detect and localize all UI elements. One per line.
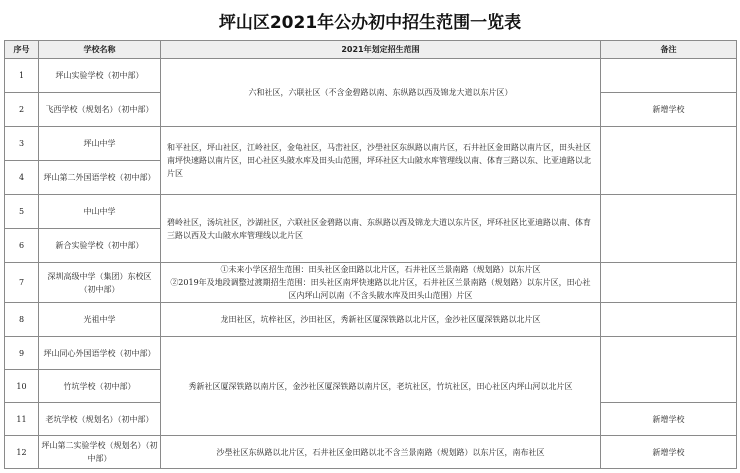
table-row (5, 337, 737, 370)
school-name: 坪山第二外国语学校（初中部） (39, 161, 161, 195)
school-name: 新合实验学校（初中部） (39, 229, 161, 263)
row-no: 3 (5, 127, 39, 161)
school-name: 中山中学 (39, 195, 161, 229)
row-no: 5 (5, 195, 39, 229)
table-row (5, 263, 737, 303)
scope-cell: 六和社区，六联社区（不含金碧路以南、东纵路以西及锦龙大道以东片区） (161, 59, 601, 127)
row-no: 1 (5, 59, 39, 93)
row-no: 4 (5, 161, 39, 195)
table-row (5, 303, 737, 337)
row-no: 2 (5, 93, 39, 127)
remark-cell: 新增学校 (601, 436, 737, 469)
scope-cell (161, 263, 601, 303)
row-no: 7 (5, 263, 39, 303)
remark-cell (601, 127, 737, 195)
table-row (5, 127, 737, 161)
school-name: 竹坑学校（初中部） (39, 370, 161, 403)
school-name: 坪山同心外国语学校（初中部） (39, 337, 161, 370)
remark-cell: 新增学校 (601, 93, 737, 127)
scope-line: ②2019年及地段调整过渡期招生范围：田头社区南坪快速路以北片区，石井社区兰景南路（规划路）以东片区，田心社区内坪山河以南（不含头陂水库及田头山范围）片区 (170, 278, 591, 300)
row-no: 12 (5, 436, 39, 469)
scope-cell: 和平社区，坪山社区，江岭社区，金龟社区，马峦社区，沙壆社区东纵路以南片区，石井社区金田路以南片区，田头社区南坪快速路以南片区，田心社区头陂水库及田头山范围，坪环社区大山陂水库管理线以南、体育三路以东、比亚迪路以北片区 (161, 127, 601, 195)
page-title: 坪山区2021年公办初中招生范围一览表 (218, 13, 522, 33)
header-scope: 2021年划定招生范围 (161, 41, 601, 59)
school-name: 飞西学校（规划名）（初中部） (39, 93, 161, 127)
header-remark: 备注 (601, 41, 737, 59)
school-name: 光祖中学 (39, 303, 161, 337)
row-no: 11 (5, 403, 39, 436)
remark-cell (601, 303, 737, 337)
table-row (5, 59, 737, 93)
remark-cell (601, 337, 737, 403)
enrollment-table (4, 40, 737, 469)
header-no: 序号 (5, 41, 39, 59)
school-name: 坪山中学 (39, 127, 161, 161)
row-no: 9 (5, 337, 39, 370)
row-no: 10 (5, 370, 39, 403)
table-row (5, 436, 737, 469)
row-no: 6 (5, 229, 39, 263)
scope-cell: 秀新社区厦深铁路以南片区，金沙社区厦深铁路以南片区，老坑社区，竹坑社区，田心社区内坪山河以北片区 (161, 337, 601, 436)
school-name: 深圳高级中学（集团）东校区（初中部） (39, 263, 161, 303)
row-no: 8 (5, 303, 39, 337)
remark-cell (601, 59, 737, 93)
remark-cell (601, 263, 737, 303)
remark-cell (601, 195, 737, 263)
school-name: 老坑学校（规划名）（初中部） (39, 403, 161, 436)
school-name: 坪山第二实验学校（规划名）（初中部） (39, 436, 161, 469)
table-row (5, 195, 737, 229)
scope-line: ①未来小学区招生范围：田头社区金田路以北片区，石井社区兰景南路（规划路）以东片区 (220, 265, 541, 274)
school-name: 坪山实验学校（初中部） (39, 59, 161, 93)
remark-cell: 新增学校 (601, 403, 737, 436)
scope-cell: 沙壆社区东纵路以北片区，石井社区金田路以北不含兰景南路（规划路）以东片区，南布社区 (161, 436, 601, 469)
scope-cell: 碧岭社区，汤坑社区，沙湖社区，六联社区金碧路以南、东纵路以西及锦龙大道以东片区，坪环社区比亚迪路以南、体育三路以西及大山陂水库管理线以北片区 (161, 195, 601, 263)
table-header-row (5, 41, 737, 59)
header-school: 学校名称 (39, 41, 161, 59)
scope-cell: 龙田社区，坑梓社区，沙田社区，秀新社区厦深铁路以北片区，金沙社区厦深铁路以北片区 (161, 303, 601, 337)
